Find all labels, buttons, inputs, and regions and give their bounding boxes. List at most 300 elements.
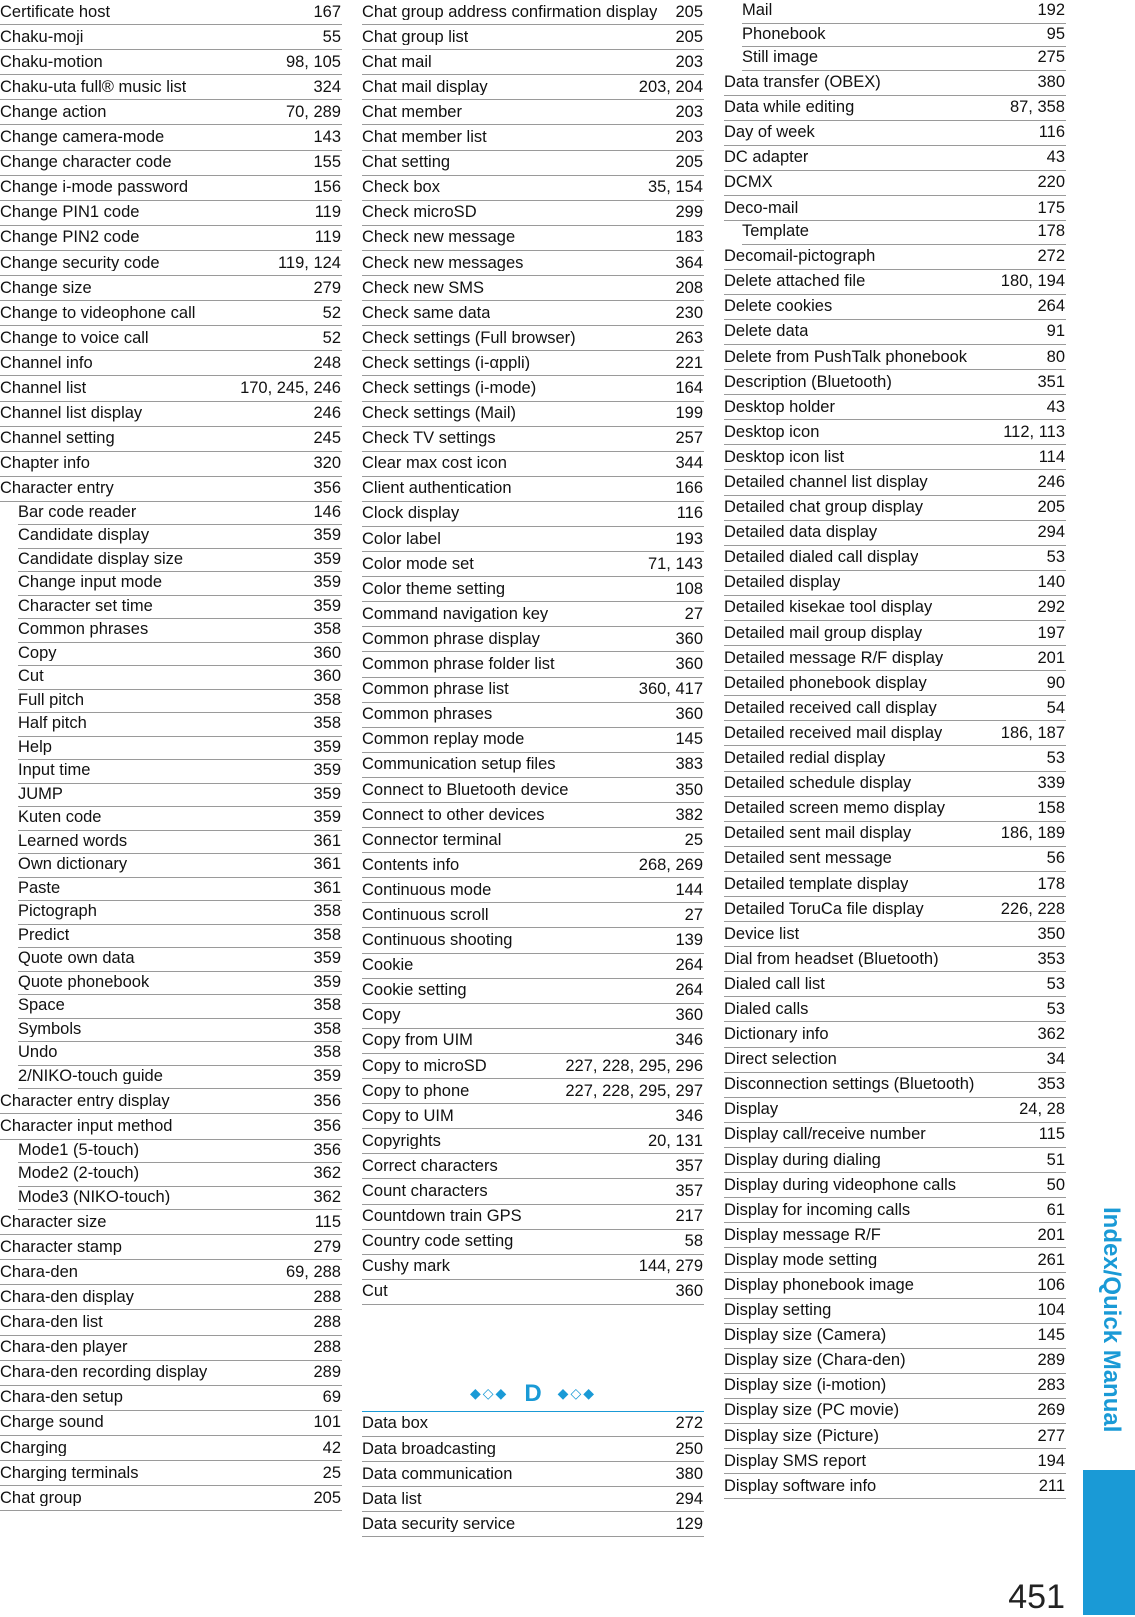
entry-pages: 358 [313, 1019, 341, 1038]
entry-pages: 50 [1046, 1175, 1065, 1194]
index-column-3 [724, 0, 1066, 1499]
index-entry [724, 196, 1066, 221]
entry-term: Dial from headset (Bluetooth) [724, 950, 939, 968]
index-entry [362, 0, 704, 25]
entry-pages: 264 [675, 981, 703, 1000]
entry-term: Desktop icon list [724, 448, 845, 466]
entry-pages: 70, 289 [285, 102, 341, 121]
index-entry [362, 1512, 704, 1537]
entry-pages: 186, 189 [1000, 824, 1065, 843]
entry-pages: 359 [313, 949, 341, 968]
index-entry [362, 1054, 704, 1079]
entry-pages: 359 [313, 596, 341, 615]
entry-term: Chara-den recording display [0, 1364, 208, 1381]
entry-pages: 69 [322, 1388, 341, 1407]
entry-term: Change PIN1 code [0, 204, 140, 221]
entry-pages: 380 [675, 1464, 703, 1483]
entry-pages: 288 [313, 1338, 341, 1357]
entry-term: Check settings (Full browser) [362, 329, 576, 347]
side-tab [1083, 1470, 1135, 1615]
entry-term: Display during videophone calls [724, 1176, 957, 1194]
entry-term: Chara-den setup [0, 1389, 123, 1406]
index-entry [0, 1461, 342, 1486]
entry-term: Chat mail [362, 53, 432, 71]
entry-term: Paste [18, 879, 61, 897]
entry-pages: 208 [675, 278, 703, 297]
entry-term: Data box [362, 1415, 429, 1432]
entry-pages: 246 [313, 404, 341, 423]
entry-term: Count characters [362, 1183, 488, 1200]
index-entry [362, 1079, 704, 1104]
entry-pages: 205 [1037, 498, 1065, 517]
entry-term: Correct characters [362, 1157, 498, 1175]
entry-pages: 351 [1037, 372, 1065, 391]
index-entry [724, 395, 1066, 420]
entry-term: Display during dialing [724, 1151, 881, 1169]
index-subentry [18, 807, 342, 831]
index-entry [724, 947, 1066, 972]
index-entry [362, 627, 704, 652]
entry-pages: 201 [1037, 648, 1065, 667]
entry-term: Charging [0, 1439, 67, 1456]
index-entry [362, 903, 704, 928]
entry-pages: 27 [684, 604, 703, 623]
entry-term: Character set time [18, 597, 153, 615]
entry-term: Connect to Bluetooth device [362, 781, 569, 798]
entry-term: Detailed channel list display [724, 474, 928, 491]
entry-term: Copyrights [362, 1132, 441, 1150]
index-subentry [18, 831, 342, 855]
index-column-2-entries [362, 0, 704, 1305]
entry-pages: 283 [1037, 1376, 1065, 1395]
index-entry [724, 1273, 1066, 1298]
entry-pages: 358 [313, 690, 341, 709]
entry-pages: 324 [313, 77, 341, 96]
entry-term: Mode2 (2-touch) [18, 1165, 140, 1182]
entry-pages: 119, 124 [277, 253, 341, 272]
index-entry [724, 420, 1066, 445]
entry-pages: 358 [313, 996, 341, 1015]
index-subentry [18, 995, 342, 1019]
entry-term: 2/NIKO-touch guide [18, 1067, 163, 1085]
index-subentry [18, 925, 342, 949]
entry-pages: 91 [1046, 322, 1065, 341]
entry-pages: 55 [322, 27, 341, 46]
index-entry [362, 979, 704, 1004]
entry-term: Predict [18, 926, 70, 944]
index-subentry [18, 1163, 342, 1187]
index-entry [724, 445, 1066, 470]
entry-term: Detailed phonebook display [724, 674, 927, 692]
index-entry [362, 1487, 704, 1512]
entry-pages: 54 [1046, 698, 1065, 717]
entry-pages: 116 [1038, 123, 1065, 142]
entry-term: Continuous mode [362, 881, 492, 899]
entry-term: Data broadcasting [362, 1440, 496, 1458]
entry-term: Display for incoming calls [724, 1201, 911, 1219]
index-entry [362, 477, 704, 502]
index-entry [362, 1179, 704, 1204]
entry-pages: 87, 358 [1009, 98, 1065, 117]
entry-pages: 203 [675, 102, 703, 121]
entry-pages: 211 [1038, 1476, 1065, 1495]
entry-pages: 360, 417 [638, 680, 703, 699]
index-entry [724, 1073, 1066, 1098]
entry-pages: 193 [675, 529, 703, 548]
entry-pages: 357 [675, 1156, 703, 1175]
entry-term: Check new messages [362, 254, 524, 272]
entry-term: Detailed chat group display [724, 499, 924, 516]
entry-term: Common phrases [362, 706, 493, 723]
entry-term: Channel list [0, 380, 87, 397]
entry-term: Display size (i-motion) [724, 1377, 887, 1394]
entry-term: Dialed calls [724, 1000, 809, 1018]
index-entry [362, 402, 704, 427]
entry-pages: 205 [675, 27, 703, 46]
entry-term: Detailed ToruCa file display [724, 900, 924, 918]
index-entry [362, 125, 704, 150]
entry-pages: 34 [1046, 1050, 1065, 1069]
entry-term: Common phrases [18, 621, 149, 638]
index-entry [0, 1486, 342, 1511]
section-letter: D [524, 1379, 542, 1407]
entry-pages: 170, 245, 246 [240, 379, 341, 397]
index-entry [362, 301, 704, 326]
entry-term: Check new message [362, 229, 516, 246]
entry-term: Display message R/F [724, 1226, 881, 1244]
entry-pages: 264 [1037, 297, 1065, 316]
entry-term: Cut [18, 668, 44, 685]
entry-term: Dialed call list [724, 975, 825, 993]
index-entry [362, 226, 704, 251]
entry-pages: 140 [1037, 573, 1065, 592]
entry-pages: 183 [675, 228, 703, 247]
entry-term: Detailed sent mail display [724, 825, 912, 842]
index-entry [724, 121, 1066, 146]
entry-term: Common replay mode [362, 731, 525, 748]
entry-pages: 353 [1037, 949, 1065, 968]
entry-term: Connect to other devices [362, 806, 545, 824]
index-entry [724, 171, 1066, 196]
entry-pages: 221 [675, 353, 703, 372]
index-subentry [18, 619, 342, 643]
entry-pages: 95 [1046, 24, 1065, 43]
entry-pages: 35, 154 [647, 178, 703, 197]
entry-term: Common phrase folder list [362, 656, 555, 673]
entry-pages: 58 [684, 1232, 703, 1251]
entry-pages: 220 [1037, 173, 1065, 192]
entry-term: Desktop icon [724, 423, 820, 441]
index-entry [0, 1411, 342, 1436]
index-entry [362, 678, 704, 703]
entry-pages: 272 [1037, 247, 1065, 266]
index-entry [724, 1474, 1066, 1499]
side-label: Index/Quick Manual [1098, 1207, 1125, 1433]
entry-pages: 360 [675, 705, 703, 724]
index-subentry [742, 47, 1066, 71]
index-entry [724, 746, 1066, 771]
entry-term: Detailed schedule display [724, 775, 912, 792]
entry-pages: 164 [675, 379, 703, 397]
entry-pages: 383 [675, 755, 703, 774]
entry-pages: 71, 143 [647, 554, 703, 573]
entry-term: Chara-den [0, 1263, 78, 1281]
entry-term: Chaku-motion [0, 53, 103, 71]
entry-pages: 275 [1037, 48, 1065, 66]
entry-term: Direct selection [724, 1051, 837, 1068]
entry-pages: 197 [1037, 623, 1065, 642]
index-entry [724, 270, 1066, 295]
entry-pages: 199 [675, 404, 703, 423]
entry-pages: 353 [1037, 1075, 1065, 1094]
index-entry [724, 1123, 1066, 1148]
index-entry [0, 1361, 342, 1386]
entry-term: Change input mode [18, 574, 163, 591]
entry-pages: 53 [1046, 749, 1065, 768]
entry-pages: 359 [313, 549, 341, 568]
entry-term: Character input method [0, 1118, 173, 1135]
entry-pages: 227, 228, 295, 296 [565, 1056, 703, 1075]
entry-term: Display size (Chara-den) [724, 1352, 906, 1369]
index-entry [0, 1336, 342, 1361]
entry-pages: 52 [322, 303, 341, 322]
index-entry [0, 326, 342, 351]
page-number: 451 [1008, 1578, 1065, 1616]
entry-pages: 261 [1037, 1250, 1065, 1269]
entry-term: Copy to UIM [362, 1107, 454, 1125]
entry-pages: 108 [675, 579, 703, 598]
index-entry [0, 1310, 342, 1335]
entry-pages: 359 [313, 808, 341, 827]
index-entry [362, 251, 704, 276]
entry-term: Chat member list [362, 129, 487, 146]
entry-pages: 358 [313, 925, 341, 944]
entry-term: Copy [362, 1007, 401, 1024]
entry-term: Display [724, 1101, 779, 1118]
index-entry [724, 1022, 1066, 1047]
index-subentry [18, 901, 342, 925]
entry-term: Display setting [724, 1302, 832, 1319]
entry-pages: 201 [1037, 1225, 1065, 1244]
entry-term: Detailed mail group display [724, 624, 923, 642]
entry-pages: 25 [322, 1463, 341, 1482]
index-entry [362, 602, 704, 627]
entry-term: Check settings (Mail) [362, 405, 517, 422]
entry-term: Change to videophone call [0, 304, 196, 322]
entry-pages: 361 [313, 831, 341, 850]
entry-term: Character entry display [0, 1092, 170, 1110]
entry-term: Display size (PC movie) [724, 1402, 900, 1419]
entry-pages: 294 [1037, 523, 1065, 542]
index-subentry [742, 24, 1066, 48]
entry-term: Data transfer (OBEX) [724, 74, 881, 91]
entry-term: Delete data [724, 323, 809, 340]
entry-term: Data communication [362, 1465, 513, 1483]
entry-pages: 51 [1046, 1150, 1065, 1169]
entry-term: Space [18, 997, 65, 1014]
entry-term: Half pitch [18, 715, 87, 732]
entry-pages: 129 [675, 1514, 703, 1533]
index-entry [362, 652, 704, 677]
entry-term: Data while editing [724, 99, 855, 116]
index-entry [724, 1349, 1066, 1374]
entry-pages: 227, 228, 295, 297 [565, 1081, 703, 1100]
entry-term: Command navigation key [362, 605, 549, 623]
entry-pages: 156 [313, 178, 341, 197]
index-entry [724, 972, 1066, 997]
entry-pages: 359 [313, 972, 341, 991]
index-entry [724, 696, 1066, 721]
entry-pages: 279 [313, 1237, 341, 1256]
index-entry [0, 1386, 342, 1411]
entry-pages: 144, 279 [638, 1257, 703, 1276]
index-column-2-d-entries [362, 1412, 704, 1537]
entry-term: Chaku-moji [0, 28, 84, 46]
entry-pages: 360 [675, 629, 703, 648]
index-entry [0, 50, 342, 75]
entry-pages: 272 [675, 1414, 703, 1433]
entry-pages: 350 [1037, 924, 1065, 943]
index-entry [362, 1104, 704, 1129]
entry-pages: 292 [1037, 598, 1065, 617]
entry-term: DCMX [724, 174, 773, 191]
entry-pages: 358 [313, 620, 341, 639]
index-entry [724, 496, 1066, 521]
entry-pages: 279 [313, 278, 341, 297]
entry-pages: 143 [313, 128, 341, 147]
index-entry [0, 176, 342, 201]
index-entry [724, 546, 1066, 571]
entry-term: Common phrase display [362, 630, 540, 648]
entry-pages: 53 [1046, 548, 1065, 567]
entry-pages: 359 [313, 761, 341, 780]
entry-term: Display software info [724, 1477, 877, 1495]
index-entry [0, 1210, 342, 1235]
entry-pages: 356 [313, 1091, 341, 1110]
index-subentry [18, 502, 342, 526]
entry-pages: 24, 28 [1019, 1100, 1065, 1119]
entry-term: Quote phonebook [18, 973, 150, 991]
entry-term: Description (Bluetooth) [724, 373, 892, 391]
entry-term: Detailed kisekae tool display [724, 599, 933, 616]
entry-pages: 145 [1037, 1326, 1065, 1345]
index-entry [0, 100, 342, 125]
entry-pages: 53 [1046, 974, 1065, 993]
index-entry [362, 728, 704, 753]
index-entry [362, 703, 704, 728]
entry-term: Detailed redial display [724, 750, 886, 767]
index-entry [724, 1299, 1066, 1324]
index-entry [724, 671, 1066, 696]
index-entry [724, 1173, 1066, 1198]
index-entry [724, 1374, 1066, 1399]
entry-term: Change security code [0, 254, 160, 272]
entry-term: Connector terminal [362, 831, 502, 849]
index-column-1 [0, 0, 342, 1511]
entry-term: Character size [0, 1213, 107, 1231]
index-entry [724, 1048, 1066, 1073]
entry-term: Countdown train GPS [362, 1208, 522, 1225]
index-entry [724, 470, 1066, 495]
entry-pages: 358 [313, 902, 341, 921]
entry-term: Detailed display [724, 574, 841, 591]
index-entry [362, 25, 704, 50]
entry-pages: 115 [1038, 1125, 1065, 1144]
entry-term: Template [742, 223, 809, 240]
entry-pages: 288 [313, 1313, 341, 1332]
entry-pages: 80 [1046, 347, 1065, 366]
index-entry [362, 176, 704, 201]
index-subentry [18, 1187, 342, 1211]
index-entry [362, 577, 704, 602]
index-entry [362, 527, 704, 552]
index-subentry [18, 948, 342, 972]
index-entry [362, 928, 704, 953]
entry-term: Full pitch [18, 691, 85, 709]
entry-term: Detailed template display [724, 875, 909, 892]
index-entry [362, 828, 704, 853]
index-entry [0, 75, 342, 100]
entry-pages: 205 [313, 1488, 341, 1507]
entry-pages: 362 [313, 1187, 341, 1206]
index-entry [724, 146, 1066, 171]
entry-term: Display size (Picture) [724, 1427, 879, 1445]
entry-term: Common phrase list [362, 681, 509, 698]
index-entry [724, 797, 1066, 822]
index-subentry [18, 1066, 342, 1090]
index-entry [362, 201, 704, 226]
entry-term: Cushy mark [362, 1258, 451, 1275]
index-column-2 [362, 0, 704, 1537]
index-entry [0, 125, 342, 150]
index-entry [0, 25, 342, 50]
entry-term: Chara-den list [0, 1314, 103, 1331]
entry-term: Decomail-pictograph [724, 248, 876, 265]
entry-term: Chapter info [0, 455, 90, 472]
entry-pages: 289 [313, 1363, 341, 1382]
entry-term: Cookie [362, 957, 414, 974]
entry-term: Display mode setting [724, 1251, 878, 1269]
entry-term: Change to voice call [0, 329, 149, 347]
entry-term: Check microSD [362, 204, 477, 221]
entry-pages: 20, 131 [647, 1131, 703, 1150]
entry-pages: 166 [675, 479, 703, 498]
entry-term: Chat group list [362, 28, 469, 46]
index-entry [0, 151, 342, 176]
entry-pages: 277 [1037, 1426, 1065, 1445]
index-entry [0, 301, 342, 326]
entry-pages: 101 [313, 1413, 341, 1432]
entry-pages: 167 [313, 2, 341, 21]
entry-term: Quote own data [18, 950, 135, 967]
entry-term: Phonebook [742, 25, 826, 42]
entry-term: Kuten code [18, 809, 102, 826]
index-subentry [18, 854, 342, 878]
entry-pages: 344 [675, 454, 703, 473]
entry-term: Still image [742, 49, 819, 66]
index-entry [724, 1098, 1066, 1123]
section-deco-left: ◆◇◆ [470, 1385, 509, 1402]
section-spacer [362, 1305, 704, 1377]
index-subentry [742, 221, 1066, 245]
entry-term: Candidate display [18, 527, 150, 544]
entry-term: Check TV settings [362, 430, 496, 447]
section-header-d [362, 1377, 704, 1412]
entry-pages: 205 [675, 153, 703, 172]
entry-term: Continuous shooting [362, 932, 513, 949]
entry-pages: 217 [675, 1207, 703, 1226]
index-entry [362, 452, 704, 477]
